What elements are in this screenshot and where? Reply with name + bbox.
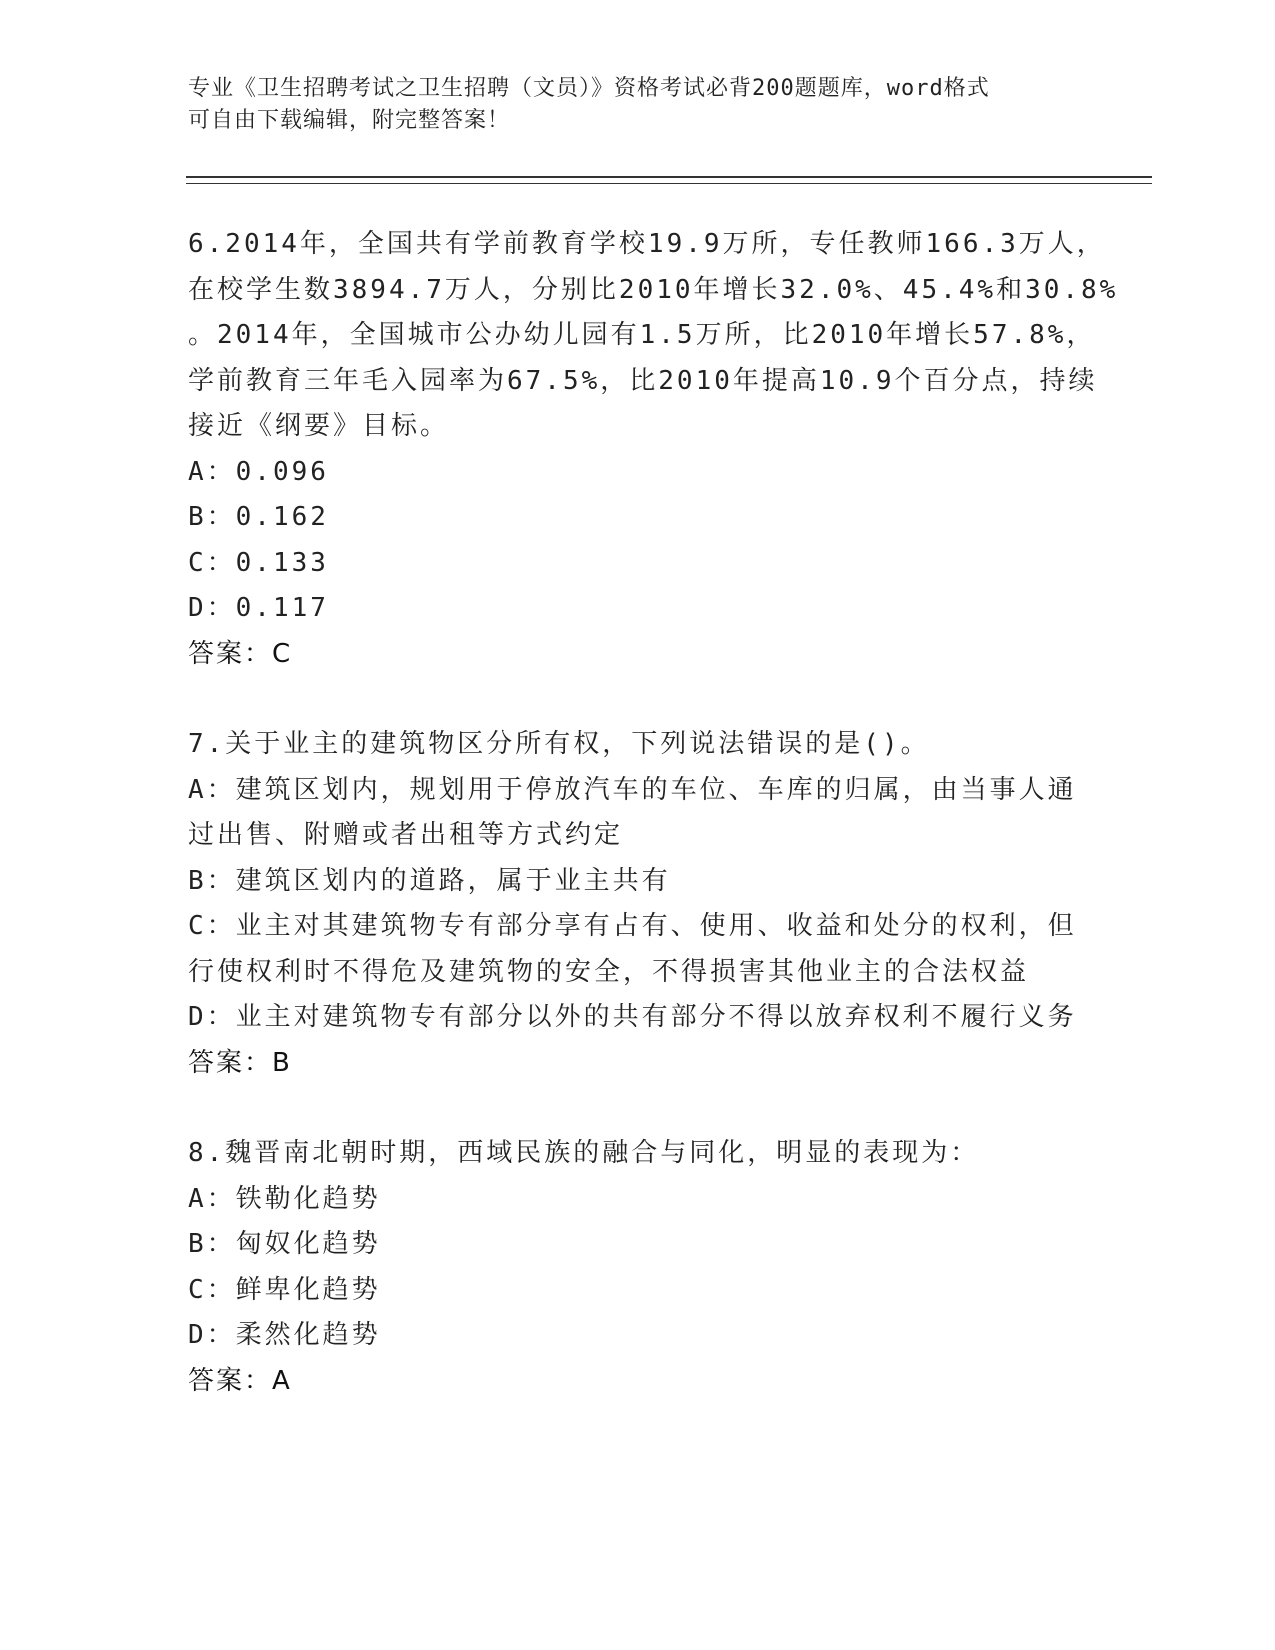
question-text-line: 。2014年，全国城市公办幼儿园有1.5万所，比2010年增长57.8%， xyxy=(188,320,1096,350)
question-text-line: 8.魏晋南北朝时期，西域民族的融合与同化，明显的表现为： xyxy=(188,1138,980,1168)
question-text-line: 学前教育三年毛入园率为67.5%，比2010年提高10.9个百分点，持续 xyxy=(188,365,1098,396)
option-b: B：建筑区划内的道路，属于业主共有 xyxy=(188,865,671,896)
header-title-line-1: 专业《卫生招聘考试之卫生招聘（文员）》资格考试必背200题题库，word格式 xyxy=(188,76,990,101)
option-a: A：建筑区划内，规划用于停放汽车的车位、车库的归属，由当事人通 xyxy=(188,774,1077,805)
question-text-line: 接近《纲要》目标。 xyxy=(188,411,450,441)
question-7 xyxy=(188,722,1088,1086)
option-c: C：业主对其建筑物专有部分享有占有、使用、收益和处分的权利，但 xyxy=(188,911,1077,941)
answer-label: 答案：A xyxy=(188,1365,292,1396)
header-divider xyxy=(186,176,1152,184)
answer-label: 答案：C xyxy=(188,638,293,669)
option-c-continued: 行使权利时不得危及建筑物的安全，不得损害其他业主的合法权益 xyxy=(188,956,1030,987)
option-c: C：0.133 xyxy=(188,547,329,578)
option-a-continued: 过出售、附赠或者出租等方式约定 xyxy=(188,820,624,850)
document-header xyxy=(188,73,1088,137)
option-d: D：业主对建筑物专有部分以外的共有部分不得以放弃权利不履行义务 xyxy=(188,1002,1077,1032)
question-text-line: 6.2014年，全国共有学前教育学校19.9万所，专任教师166.3万人， xyxy=(188,229,1106,259)
option-c: C：鲜卑化趋势 xyxy=(188,1274,381,1305)
question-8 xyxy=(188,1131,1088,1404)
question-list xyxy=(188,222,1119,1449)
question-text-line: 在校学生数3894.7万人，分别比2010年增长32.0%、45.4%和30.8% xyxy=(188,274,1119,305)
option-a: A：0.096 xyxy=(188,456,329,487)
question-text-line: 7.关于业主的建筑物区分所有权，下列说法错误的是()。 xyxy=(188,729,930,759)
option-d: D：0.117 xyxy=(188,593,329,623)
question-6 xyxy=(188,222,1119,677)
option-b: B：匈奴化趋势 xyxy=(188,1229,381,1259)
header-title-line-2: 可自由下载编辑，附完整答案！ xyxy=(188,108,511,133)
option-d: D：柔然化趋势 xyxy=(188,1320,381,1350)
option-b: B：0.162 xyxy=(188,502,329,532)
answer-label: 答案：B xyxy=(188,1047,292,1078)
option-a: A：铁勒化趋势 xyxy=(188,1183,381,1214)
